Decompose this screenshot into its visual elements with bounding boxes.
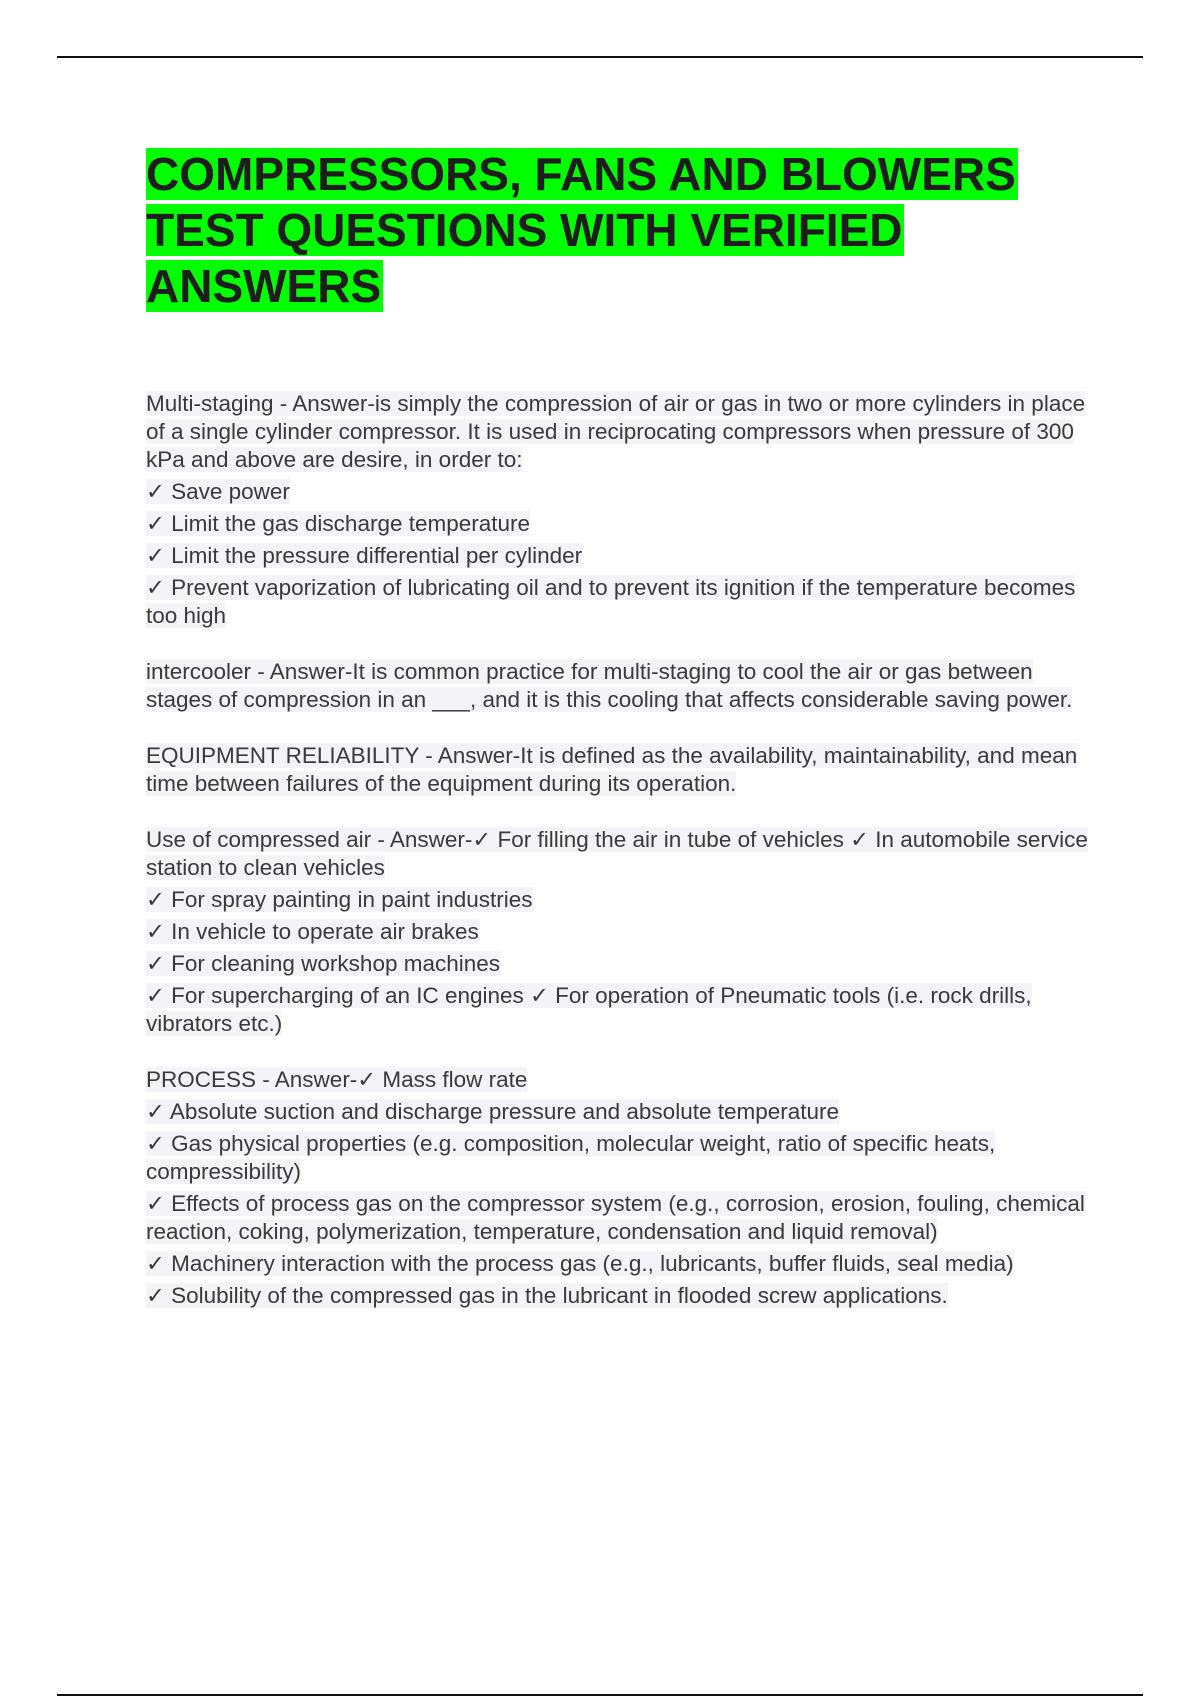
qa-item-equipment-reliability bbox=[146, 742, 1096, 798]
qa-list bbox=[146, 390, 1096, 1310]
qa-text: ✓ Save power bbox=[146, 479, 290, 504]
document-title bbox=[146, 146, 1096, 314]
qa-text: ✓ Effects of process gas on the compressor system (e.g., corrosion, erosion, fouling, chemical reaction, coking, polymerization, temperature, condensation and liquid removal) bbox=[146, 1191, 1085, 1244]
qa-text: ✓ For cleaning workshop machines bbox=[146, 951, 501, 976]
footer-rule bbox=[57, 1694, 1143, 1696]
document-body bbox=[146, 146, 1096, 1338]
qa-text: ✓ Absolute suction and discharge pressure and absolute temperature bbox=[146, 1099, 840, 1124]
qa-text: ✓ Gas physical properties (e.g. composition, molecular weight, ratio of specific heats, compressibility) bbox=[146, 1131, 996, 1184]
qa-text: ✓ Limit the pressure differential per cylinder bbox=[146, 543, 583, 568]
qa-text: ✓ Machinery interaction with the process gas (e.g., lubricants, buffer fluids, seal media) bbox=[146, 1251, 1014, 1276]
qa-text: Use of compressed air - Answer-✓ For filling the air in tube of vehicles ✓ In automobile service station to clean vehicles bbox=[146, 827, 1088, 880]
qa-text: ✓ For supercharging of an IC engines ✓ For operation of Pneumatic tools (i.e. rock drills, vibrators etc.) bbox=[146, 983, 1032, 1036]
qa-item-use-of-compressed-air bbox=[146, 826, 1096, 1038]
qa-text: ✓ Prevent vaporization of lubricating oil and to prevent its ignition if the temperature becomes too high bbox=[146, 575, 1076, 628]
qa-text: PROCESS - Answer-✓ Mass flow rate bbox=[146, 1067, 528, 1092]
qa-text: intercooler - Answer-It is common practice for multi-staging to cool the air or gas between stages of compression in an ___, and it is this cooling that affects considerable saving power. bbox=[146, 659, 1073, 712]
qa-item-process bbox=[146, 1066, 1096, 1310]
qa-text: ✓ In vehicle to operate air brakes bbox=[146, 919, 479, 944]
qa-text: ✓ For spray painting in paint industries bbox=[146, 887, 533, 912]
qa-text: ✓ Solubility of the compressed gas in the lubricant in flooded screw applications. bbox=[146, 1283, 948, 1308]
title-highlight: COMPRESSORS, FANS AND BLOWERS TEST QUESTIONS WITH VERIFIED ANSWERS bbox=[146, 148, 1016, 312]
qa-text: Multi-staging - Answer-is simply the compression of air or gas in two or more cylinders in place of a single cylinder compressor. It is used in reciprocating compressors when pressure of 300 kPa and above are desire, in order to: bbox=[146, 391, 1086, 472]
qa-text: ✓ Limit the gas discharge temperature bbox=[146, 511, 531, 536]
qa-text: EQUIPMENT RELIABILITY - Answer-It is defined as the availability, maintainability, and mean time between failures of the equipment during its operation. bbox=[146, 743, 1078, 796]
qa-item-multi-staging bbox=[146, 390, 1096, 630]
qa-item-intercooler bbox=[146, 658, 1096, 714]
header-rule bbox=[57, 56, 1143, 58]
